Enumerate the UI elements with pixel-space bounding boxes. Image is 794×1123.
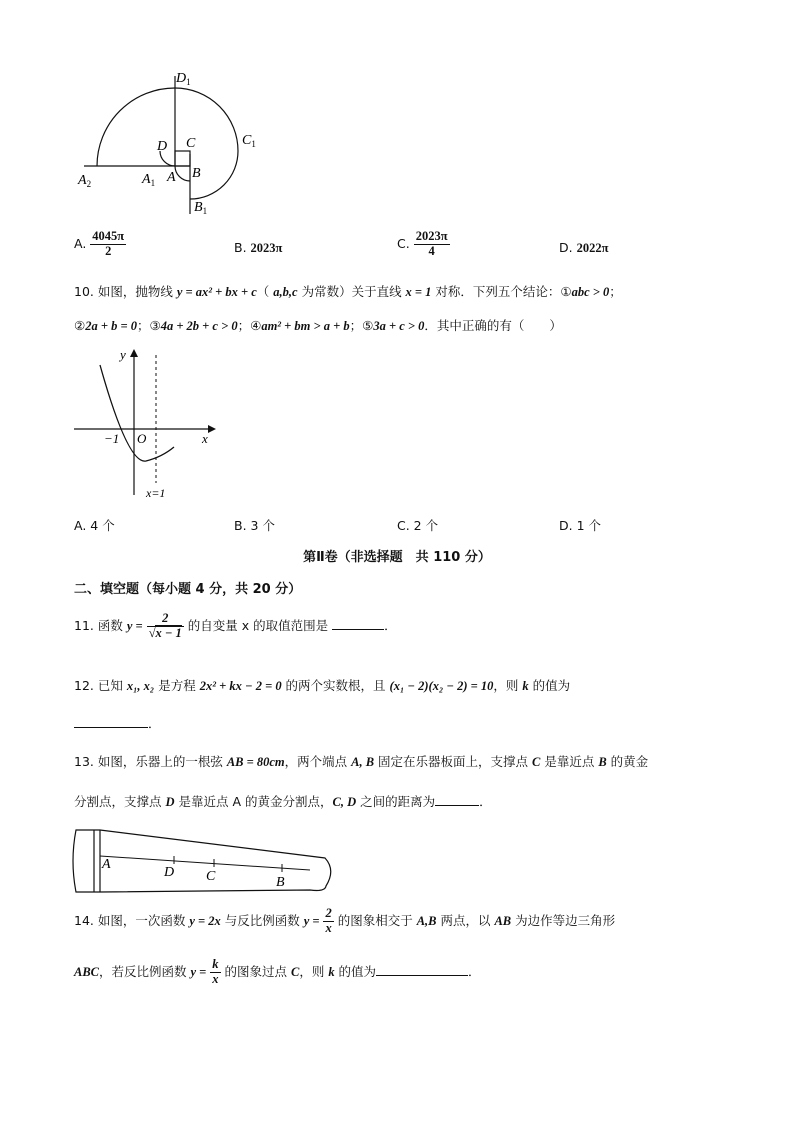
q10-option-d[interactable]: D. 1 个 bbox=[559, 518, 601, 533]
q11-fraction: $\frac{2}{√x - 1}$ bbox=[148, 611, 182, 640]
q9-option-c[interactable] bbox=[397, 230, 450, 259]
q13-text: 是靠近点 A 的黄金分割点， bbox=[174, 794, 333, 809]
instrument-string bbox=[100, 856, 310, 870]
q10-formula: y = ax² + bx + c bbox=[176, 285, 257, 299]
q14-text: 为边作等边三角形 bbox=[511, 912, 616, 928]
q14-line2 bbox=[74, 958, 481, 987]
fig13-label-C: C bbox=[206, 869, 216, 884]
q12-text: ． bbox=[148, 716, 161, 731]
y-axis-label: y bbox=[120, 347, 126, 362]
q14-y: y = bbox=[190, 964, 207, 979]
q12-roots: x₁, x₂ bbox=[126, 679, 155, 693]
q14-text: 的值为 bbox=[334, 963, 377, 979]
q14-text: ． bbox=[468, 963, 481, 979]
q10-text: 对称．下列五个结论：① bbox=[431, 284, 572, 299]
q13-point-d: D bbox=[165, 795, 175, 809]
q9-option-b-value: 2023π bbox=[250, 241, 283, 255]
q13-point-c: C bbox=[532, 755, 541, 769]
q13-text: 13. 如图，乐器上的一根弦 bbox=[74, 754, 227, 769]
q14-triangle: ABC bbox=[74, 964, 100, 979]
q10-parabola-graph bbox=[70, 345, 220, 505]
q13-line2 bbox=[74, 792, 492, 810]
q13-answer-blank[interactable] bbox=[435, 805, 479, 806]
q14-segment-ab: AB bbox=[494, 913, 512, 928]
label-A2: $A_2$ bbox=[78, 173, 92, 189]
q10-line1 bbox=[74, 282, 622, 300]
label-A: A bbox=[167, 170, 176, 185]
fig13-label-D: D bbox=[164, 865, 175, 880]
q14-point-c: C bbox=[290, 964, 300, 979]
q14-text: 14. 如图，一次函数 bbox=[74, 912, 190, 928]
q10-option-b[interactable]: B. 3 个 bbox=[234, 518, 275, 533]
q13-points-cd: C, D bbox=[332, 795, 357, 809]
q12-text: 的两个实数根，且 bbox=[281, 678, 390, 693]
fig9-square bbox=[175, 151, 190, 166]
q14-points-ab: A,B bbox=[416, 913, 437, 928]
q10-conclusion-5: 3a + c > 0 bbox=[373, 319, 425, 333]
q13-text: 之间的距离为 bbox=[356, 794, 436, 809]
q13-text: 的黄金 bbox=[606, 754, 649, 769]
q10-line2 bbox=[74, 316, 562, 334]
q10-conclusion-3: 4a + 2b + c > 0 bbox=[160, 319, 238, 333]
q9-option-c-letter: C. bbox=[397, 235, 410, 251]
q14-k: k bbox=[328, 964, 335, 979]
label-B: B bbox=[192, 166, 201, 181]
q9-option-a[interactable] bbox=[74, 230, 126, 259]
x-axis-arrow bbox=[208, 425, 216, 433]
q14-text: ，若反比例函数 bbox=[99, 963, 191, 979]
minus-one-label: −1 bbox=[104, 431, 120, 446]
q10-text: ； bbox=[609, 284, 622, 299]
q14-text: 两点，以 bbox=[436, 912, 495, 928]
q10-text: （ bbox=[256, 284, 274, 299]
fig9-big-arc-right bbox=[175, 88, 238, 151]
q9-option-c-fraction: $\frac{2023\pi}{4}$ bbox=[415, 229, 448, 258]
q11 bbox=[74, 612, 397, 641]
q12-line2 bbox=[74, 714, 161, 732]
q11-text: 11. 函数 bbox=[74, 617, 127, 633]
q12-answer-blank[interactable] bbox=[74, 727, 148, 728]
q10-option-a[interactable]: A. 4 个 bbox=[74, 518, 115, 533]
label-B1: $B_1$ bbox=[194, 200, 208, 216]
q13-text: 是靠近点 bbox=[540, 754, 599, 769]
q12-condition: (x₁ − 2)(x₂ − 2) = 10 bbox=[389, 679, 494, 693]
q9-option-d-letter: D. bbox=[559, 240, 573, 255]
q13-line1 bbox=[74, 752, 648, 770]
q13-point-b: B bbox=[598, 755, 607, 769]
q12-text: 的值为 bbox=[528, 678, 571, 693]
q14-text: 与反比例函数 bbox=[220, 912, 304, 928]
q12-equation: 2x² + kx − 2 = 0 bbox=[199, 679, 282, 693]
q10-text: ；③ bbox=[136, 318, 161, 333]
q10-conclusion-4: am² + bm > a + b bbox=[261, 319, 350, 333]
label-C: C bbox=[186, 136, 196, 151]
fig13-label-A: A bbox=[102, 857, 111, 872]
q9-option-a-letter: A. bbox=[74, 235, 87, 251]
q12-text: ，则 bbox=[493, 678, 523, 693]
q14-y: y = bbox=[303, 913, 320, 928]
q12-text: 是方程 bbox=[154, 678, 200, 693]
q11-function-y: y = bbox=[126, 618, 143, 633]
part2-title: 第Ⅱ卷（非选择题 共 110 分） bbox=[303, 550, 491, 565]
axis-of-symmetry-label: x=1 bbox=[146, 486, 166, 500]
q13-endpoints: A, B bbox=[351, 755, 375, 769]
q9-option-b[interactable] bbox=[234, 240, 282, 256]
q14-line1 bbox=[74, 907, 615, 936]
q13-length: AB = 80cm bbox=[226, 755, 285, 769]
q14-answer-blank[interactable] bbox=[376, 975, 468, 976]
q10-conclusion-1: abc > 0 bbox=[571, 285, 610, 299]
q14-text: 的图象过点 bbox=[220, 963, 291, 979]
x-axis-label: x bbox=[202, 431, 208, 446]
label-A1: $A_1$ bbox=[142, 172, 156, 188]
q14-linear-function: y = 2x bbox=[189, 913, 221, 928]
q11-answer-blank[interactable] bbox=[332, 629, 384, 630]
parabola-curve bbox=[100, 365, 174, 461]
q13-instrument-figure bbox=[70, 826, 340, 898]
section2-title: 二、填空题（每小题 4 分，共 20 分） bbox=[74, 582, 302, 597]
q10-abc: a,b,c bbox=[273, 285, 298, 299]
q9-figure bbox=[70, 62, 280, 222]
q9-option-b-letter: B. bbox=[234, 240, 247, 255]
q14-fraction-1: $\frac{2}{x}$ bbox=[325, 906, 332, 935]
q10-option-c[interactable]: C. 2 个 bbox=[397, 518, 439, 533]
q10-text: ；⑤ bbox=[349, 318, 374, 333]
q13-text: ． bbox=[479, 794, 492, 809]
q10-text: ② bbox=[74, 318, 86, 333]
q10-axis: x = 1 bbox=[405, 285, 432, 299]
q12-line1 bbox=[74, 676, 570, 694]
y-axis-arrow bbox=[130, 349, 138, 357]
fig13-label-B: B bbox=[276, 875, 285, 890]
q14-fraction-2: $\frac{k}{x}$ bbox=[212, 957, 219, 986]
q13-text: ，两个端点 bbox=[284, 754, 352, 769]
q11-text: ． bbox=[384, 617, 397, 633]
q9-option-a-fraction: $\frac{4045\pi}{2}$ bbox=[92, 229, 125, 258]
q14-text: 的图象相交于 bbox=[333, 912, 417, 928]
label-D: D bbox=[157, 139, 168, 154]
q14-text: ，则 bbox=[299, 963, 329, 979]
fig9-small-arc bbox=[175, 166, 190, 181]
origin-label: O bbox=[137, 431, 147, 446]
q10-text: 10. 如图，抛物线 bbox=[74, 284, 177, 299]
label-D1: $D_1$ bbox=[176, 71, 191, 87]
q10-text: ；④ bbox=[237, 318, 262, 333]
q9-option-d-value: 2022π bbox=[576, 241, 609, 255]
q10-text: 为常数）关于直线 bbox=[297, 284, 406, 299]
instrument-body bbox=[73, 830, 331, 892]
q12-text: 12. 已知 bbox=[74, 678, 127, 693]
fig9-big-arc-left bbox=[97, 88, 175, 166]
q13-text: 分割点，支撑点 bbox=[74, 794, 166, 809]
q13-text: 固定在乐器板面上，支撑点 bbox=[374, 754, 533, 769]
q12-k: k bbox=[522, 679, 529, 693]
q10-text: ．其中正确的有（ ） bbox=[424, 318, 562, 333]
q11-text: 的自变量 x 的取值范围是 bbox=[187, 617, 329, 633]
q10-conclusion-2: 2a + b = 0 bbox=[85, 319, 137, 333]
q9-option-d[interactable] bbox=[559, 240, 608, 256]
label-C1: $C_1$ bbox=[242, 133, 256, 149]
